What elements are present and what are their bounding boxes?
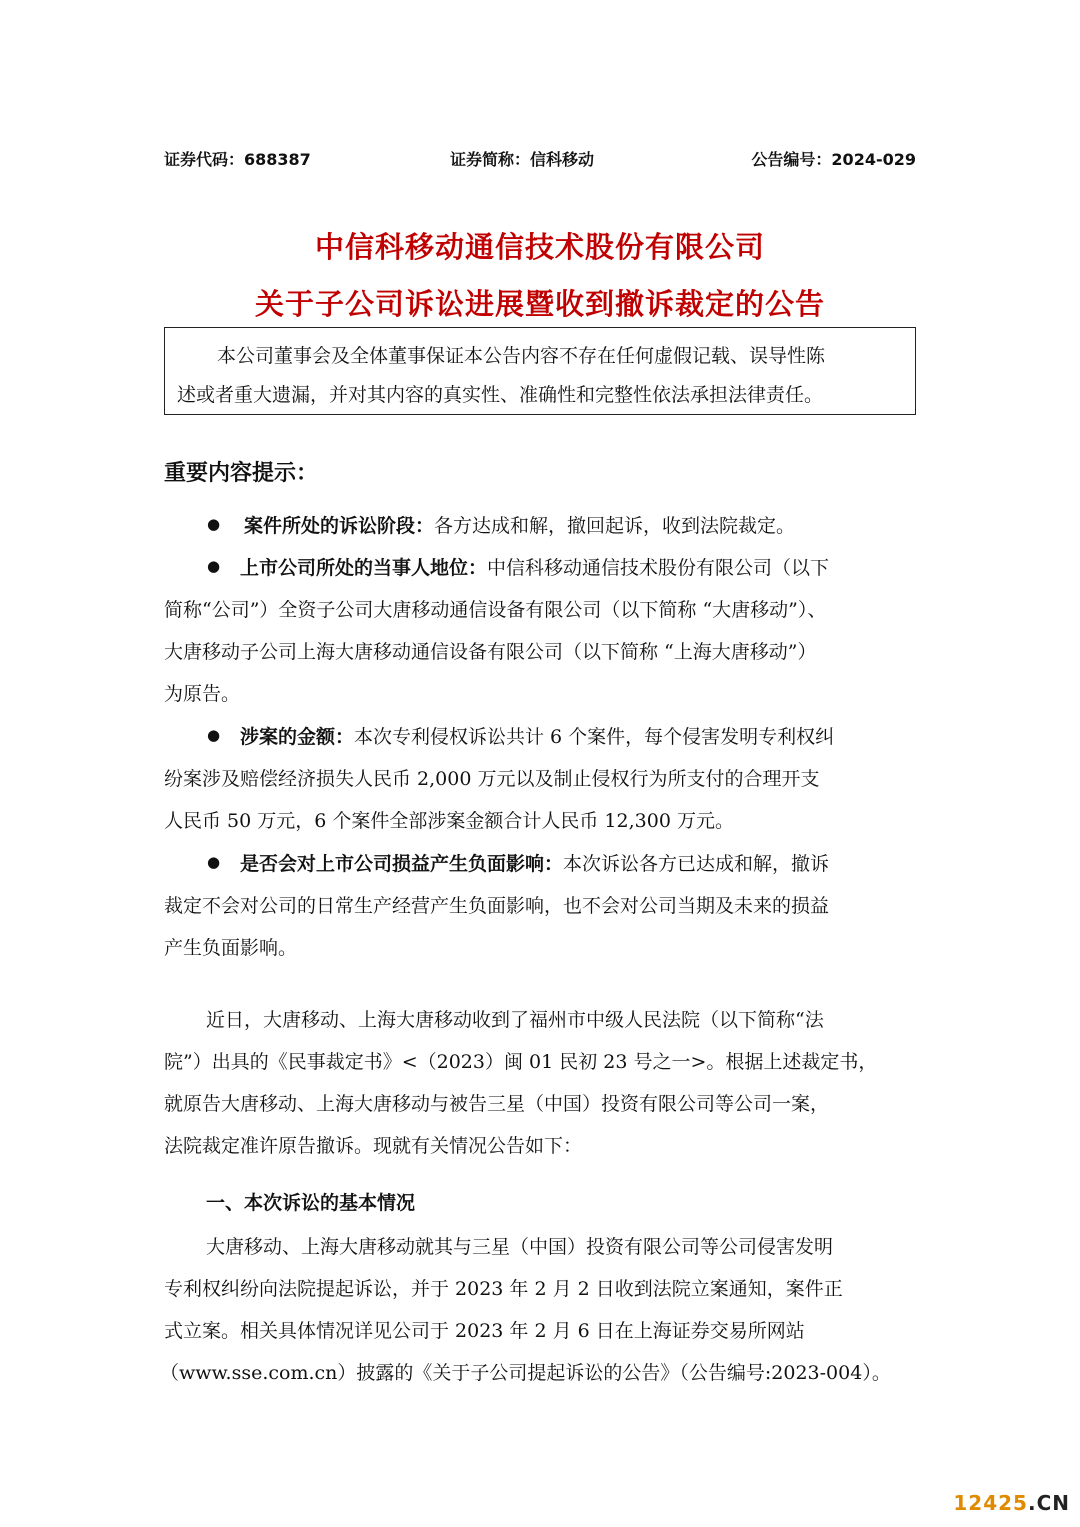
declaration-line: 述或者重大遗漏，并对其内容的真实性、准确性和完整性依法承担法律责任。: [177, 384, 824, 406]
key-point-text: 产生负面影响。: [164, 937, 298, 959]
key-point-text: 中信科移动通信技术股份有限公司（以下: [487, 557, 830, 579]
declaration-line: 本公司董事会及全体董事保证本公告内容不存在任何虚假记载、误导性陈: [217, 345, 826, 367]
key-points-heading: 重要内容提示：: [164, 461, 319, 486]
watermark-number: 12425: [953, 1491, 1028, 1515]
key-point-text: 大唐移动子公司上海大唐移动通信设备有限公司（以下简称 “上海大唐移动”）: [164, 641, 817, 663]
key-point-text: 裁定不会对公司的日常生产经营产生负面影响，也不会对公司当期及未来的损益: [164, 895, 830, 917]
key-point-text: 本次诉讼各方已达成和解，撤诉: [563, 853, 830, 875]
key-point-text: 本次专利侵权诉讼共计 6 个案件，每个侵害发明专利权纠: [354, 726, 835, 748]
section-paragraph-line: 专利权纠纷向法院提起诉讼，并于 2023 年 2 月 2 日收到法院立案通知，案件正: [164, 1278, 843, 1300]
key-point-item: [240, 553, 829, 580]
section-heading: 一、本次诉讼的基本情况: [206, 1192, 416, 1214]
key-point-text: 各方达成和解，撤回起诉，收到法院裁定。: [434, 515, 796, 537]
bullet-icon: ●: [207, 557, 221, 575]
key-point-text: 纷案涉及赔偿经济损失人民币 2,000 万元以及制止侵权行为所支付的合理开支: [164, 768, 820, 790]
bullet-icon: ●: [207, 726, 221, 744]
key-point-label: 上市公司所处的当事人地位：: [240, 557, 488, 579]
key-point-item: [240, 722, 834, 749]
board-declaration-box: [164, 327, 916, 415]
stock-code: 证券代码：688387: [164, 150, 311, 169]
key-point-label: 是否会对上市公司损益产生负面影响：: [240, 853, 564, 875]
site-watermark: [953, 1491, 1070, 1515]
document-header: [164, 147, 916, 173]
key-point-text: 简称“公司”）全资子公司大唐移动通信设备有限公司（以下简称 “大唐移动”）、: [164, 599, 827, 621]
section-paragraph-line: 式立案。相关具体情况详见公司于 2023 年 2 月 6 日在上海证券交易所网站: [164, 1320, 805, 1342]
key-point-item: [240, 849, 829, 876]
intro-paragraph-line: 近日，大唐移动、上海大唐移动收到了福州市中级人民法院（以下简称“法: [206, 1009, 824, 1031]
stock-short-name: 证券简称：信科移动: [450, 150, 595, 169]
announcement-title: 关于子公司诉讼进展暨收到撤诉裁定的公告: [254, 287, 825, 321]
intro-paragraph-line: 法院裁定准许原告撤诉。现就有关情况公告如下：: [164, 1135, 583, 1157]
key-point-text: 为原告。: [164, 683, 241, 705]
intro-paragraph-line: 院”）出具的《民事裁定书》<（2023）闽 01 民初 23 号之一>。根据上述裁定书，: [164, 1051, 878, 1073]
key-point-label: 案件所处的诉讼阶段：: [244, 515, 435, 537]
watermark-suffix: .CN: [1027, 1491, 1070, 1515]
key-point-item: [244, 511, 795, 538]
key-point-text: 人民币 50 万元，6 个案件全部涉案金额合计人民币 12,300 万元。: [164, 810, 734, 832]
key-point-label: 涉案的金额：: [240, 726, 355, 748]
section-paragraph-line: （www.sse.com.cn）披露的《关于子公司提起诉讼的公告》（公告编号:2023-004）。: [160, 1362, 891, 1384]
bullet-icon: ●: [207, 853, 221, 871]
section-paragraph-line: 大唐移动、上海大唐移动就其与三星（中国）投资有限公司等公司侵害发明: [206, 1236, 834, 1258]
announcement-number: 公告编号：2024-029: [751, 150, 916, 169]
intro-paragraph-line: 就原告大唐移动、上海大唐移动与被告三星（中国）投资有限公司等公司一案，: [164, 1093, 830, 1115]
bullet-icon: ●: [207, 515, 221, 533]
company-title: 中信科移动通信技术股份有限公司: [314, 230, 765, 264]
